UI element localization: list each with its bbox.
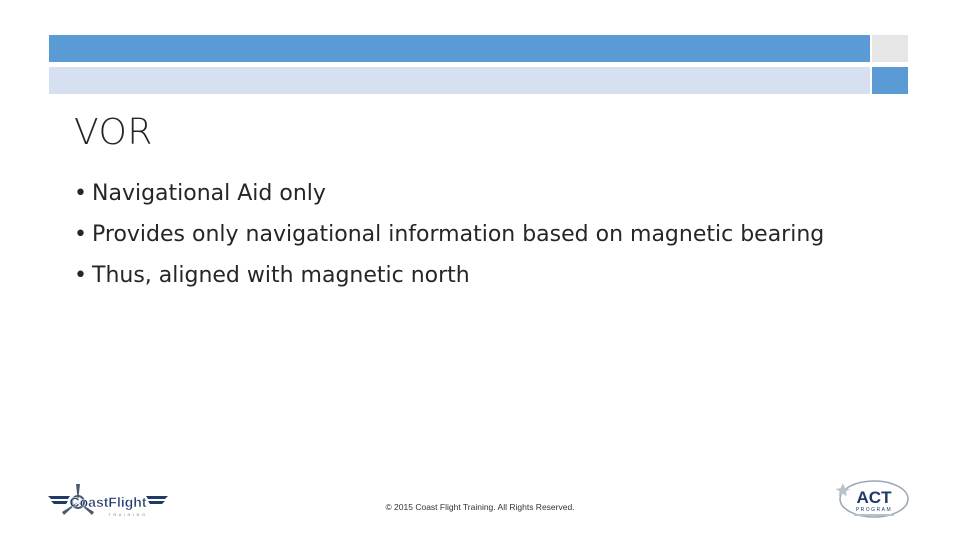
act-program-logo xyxy=(830,477,912,521)
bullet-item xyxy=(74,218,824,259)
act-subtitle: PROGRAM xyxy=(855,507,893,513)
act-wordmark: ACT xyxy=(856,488,892,507)
bullet-dot: • xyxy=(74,222,87,247)
header-bar-accent-blue xyxy=(872,67,908,94)
coastflight-tagline: TRAINING xyxy=(108,512,148,517)
slide-title: VOR xyxy=(74,112,153,153)
bullet-item xyxy=(74,177,824,218)
bullet-dot: • xyxy=(74,263,87,288)
header-bar-secondary xyxy=(49,67,870,94)
bullet-text: Thus, aligned with magnetic north xyxy=(92,263,470,288)
bullet-text: Provides only navigational information based on magnetic bearing xyxy=(92,222,825,247)
bullet-list xyxy=(74,177,824,300)
header-bar-accent-gray xyxy=(872,35,908,62)
coastflight-wordmark: CoastFlight xyxy=(69,494,147,510)
copyright-text: © 2015 Coast Flight Training. All Rights Reserved. xyxy=(385,502,575,512)
bullet-dot: • xyxy=(74,181,87,206)
bullet-text: Navigational Aid only xyxy=(92,181,326,206)
act-underline xyxy=(854,514,894,516)
bullet-item xyxy=(74,259,824,300)
header-bar-primary xyxy=(49,35,870,62)
